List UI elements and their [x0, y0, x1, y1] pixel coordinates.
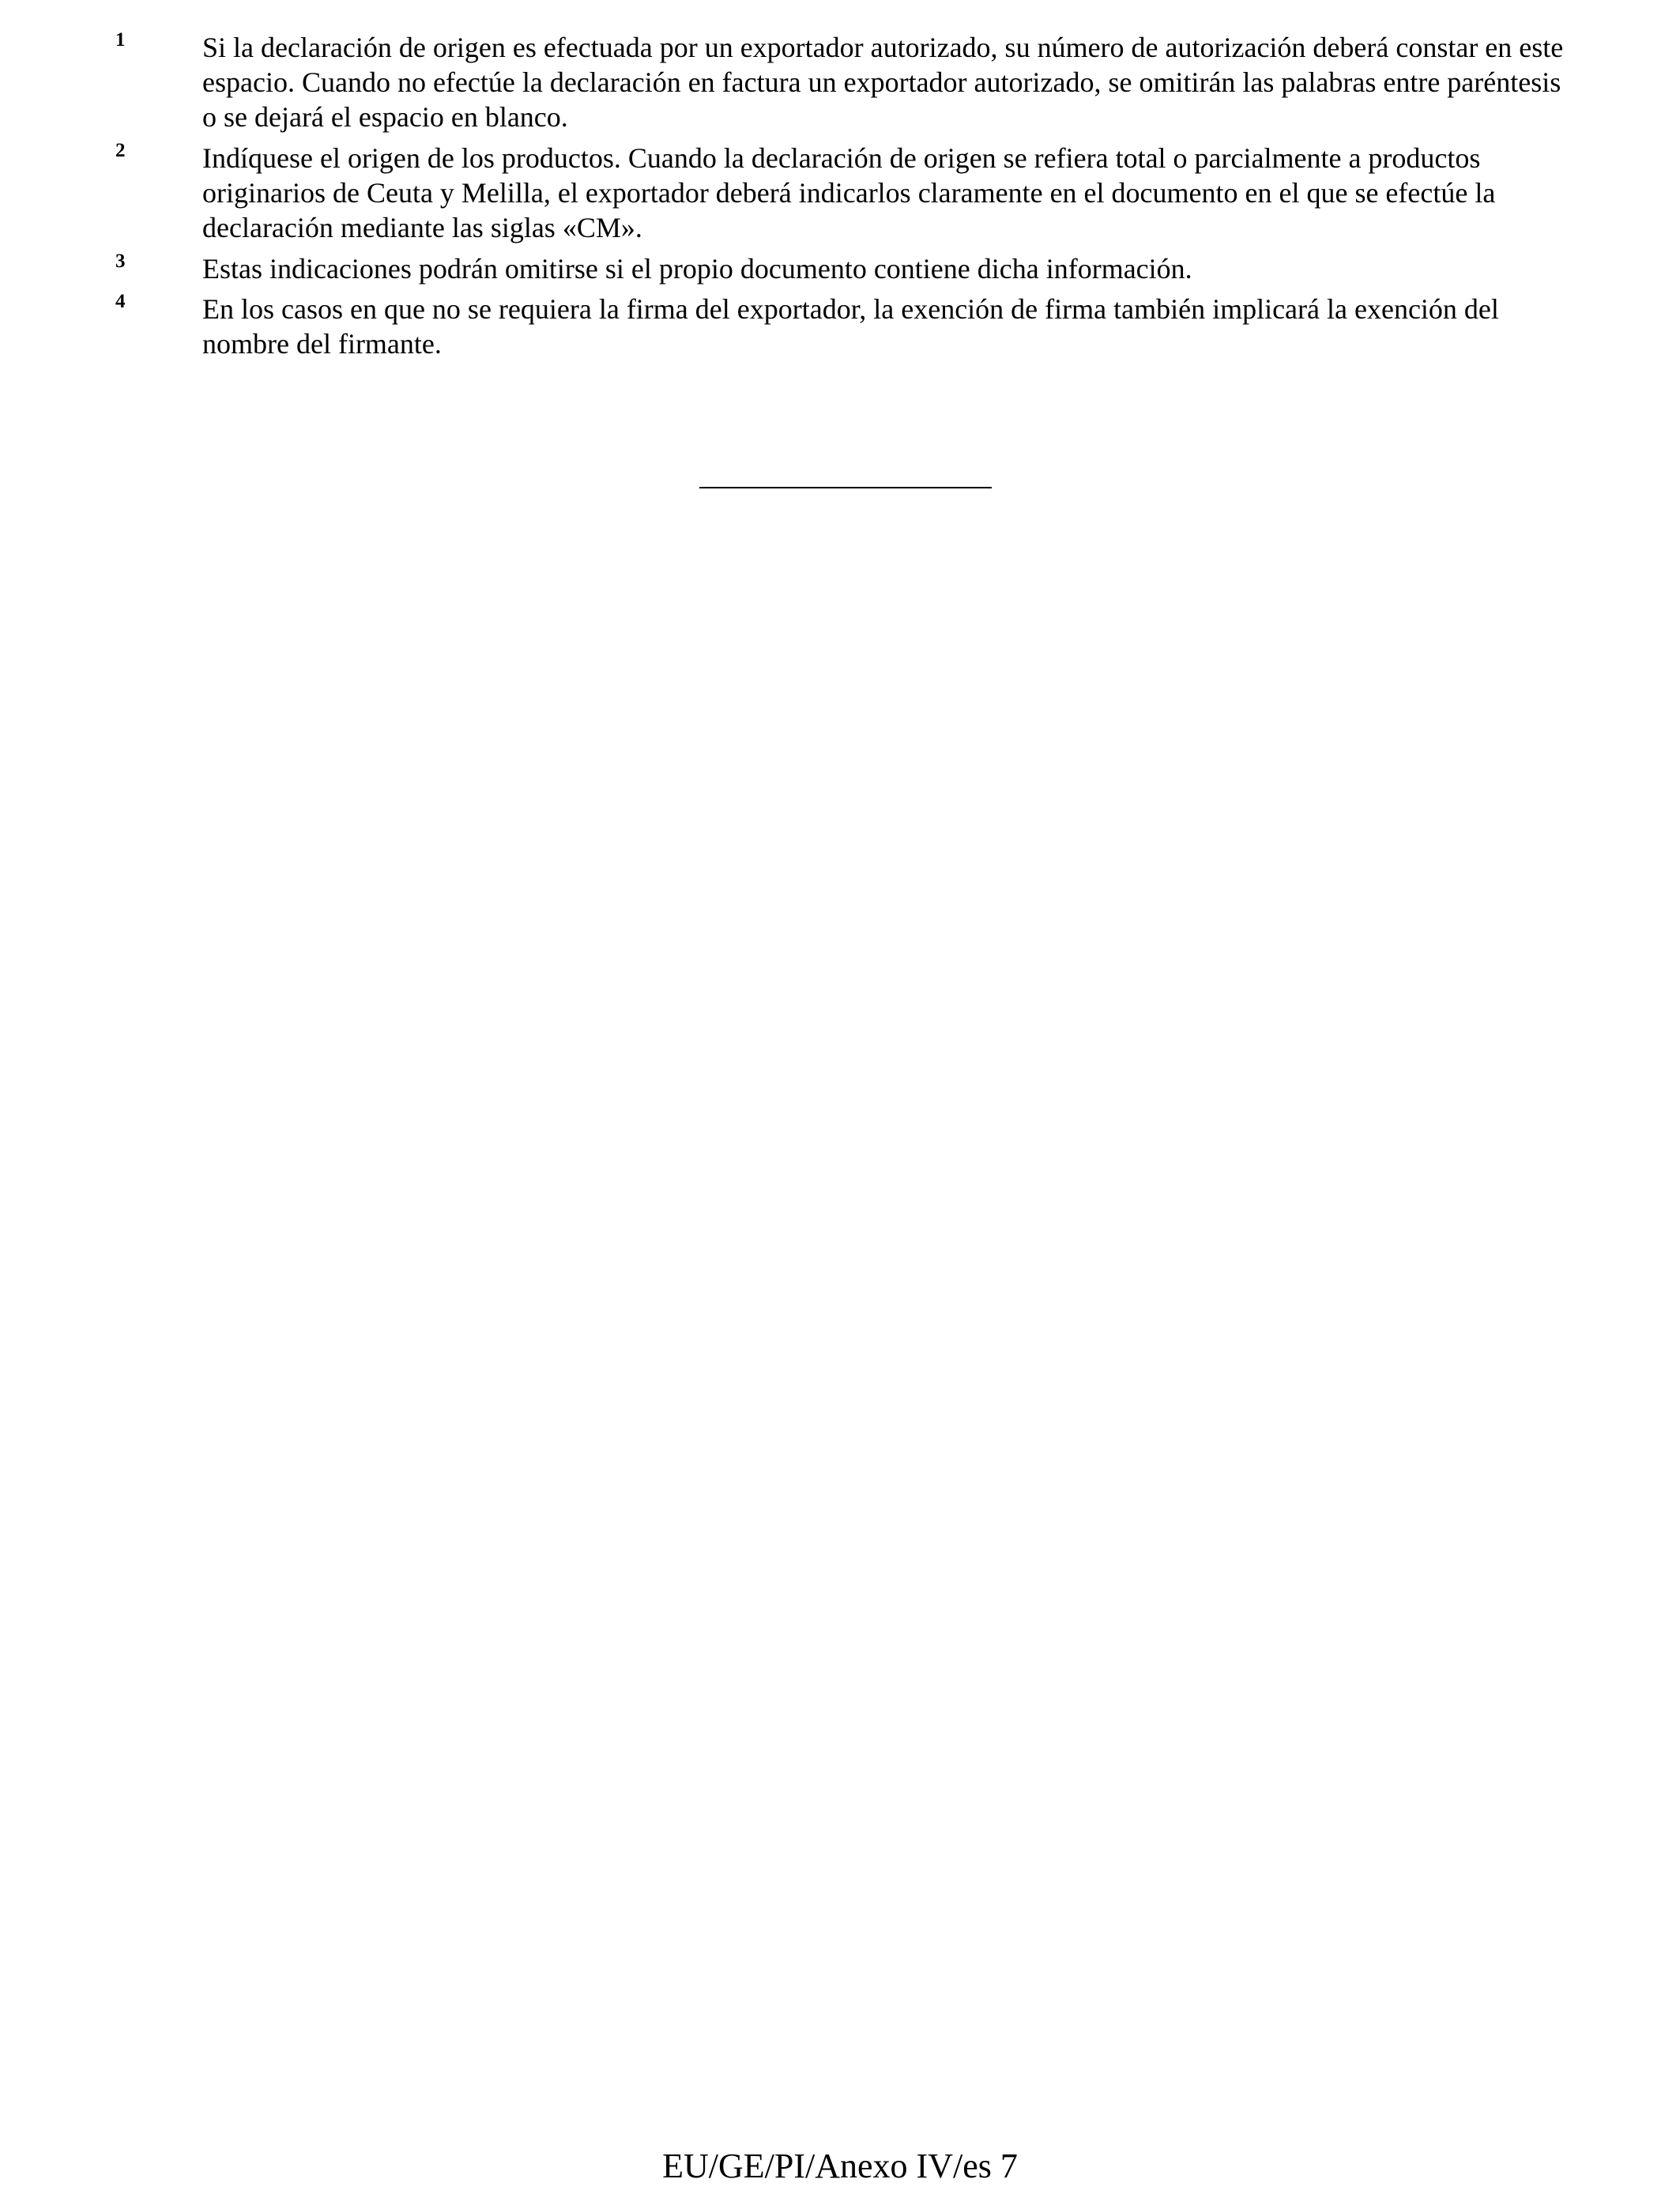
footnote-number: 1: [115, 29, 126, 51]
footnote-text: Si la declaración de origen es efectuada por un exportador autorizado, su número de autorización deberá constar en este espacio. Cuando no efectúe la declaración en factura un exportador autorizado, se omitirán las palabras entre paréntesis o se dejará el espacio en blanco.: [202, 32, 1564, 133]
page-footer-reference: EU/GE/PI/Anexo IV/es 7: [662, 2147, 1018, 2185]
footnote-number: 2: [115, 140, 126, 161]
footnote-text: En los casos en que no se requiera la firma del exportador, la exención de firma también implicará la exención del nombre del firmante.: [202, 293, 1499, 360]
footnote-number: 4: [115, 291, 126, 312]
footnote-number: 3: [115, 251, 126, 272]
footnote-text: Estas indicaciones podrán omitirse si el propio documento contiene dicha información.: [202, 253, 1192, 285]
end-divider-line: [699, 487, 992, 488]
footnote-text: Indíquese el origen de los productos. Cuando la declaración de origen se refiera total o parcialmente a productos originarios de Ceuta y Melilla, el exportador deberá indicarlos claramente en el documento en el que se efectúe la declaración mediante las siglas «CM».: [202, 142, 1496, 243]
